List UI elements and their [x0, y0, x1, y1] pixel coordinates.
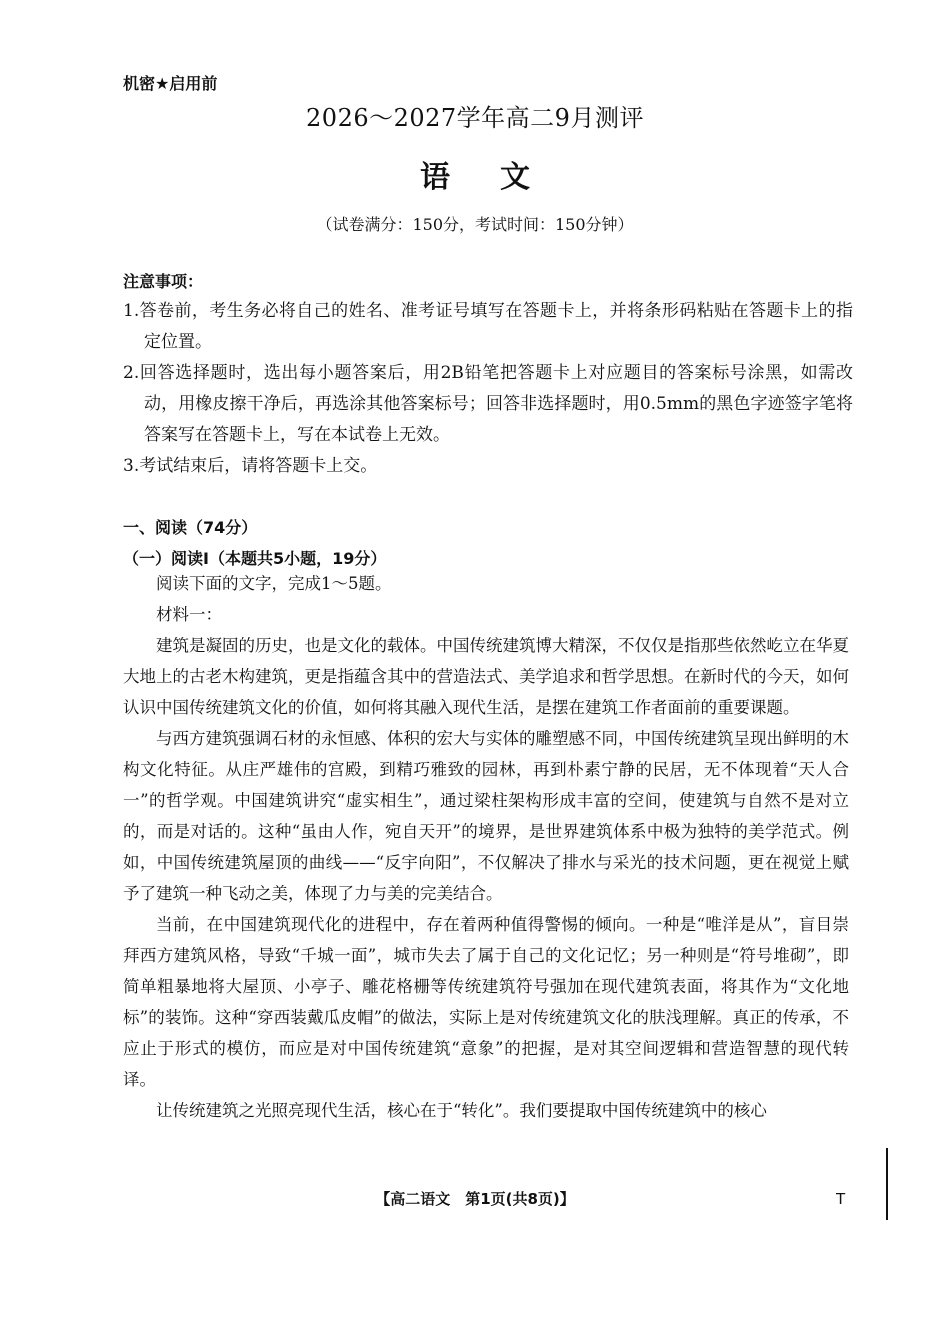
notice-item: 1.答卷前，考生务必将自己的姓名、准考证号填写在答题卡上，并将条形码粘贴在答题卡上的指定位置。: [123, 301, 853, 352]
confidential-mark: 机密★启用前: [123, 74, 218, 93]
subject-title: 语文: [420, 160, 580, 195]
paragraph: 建筑是凝固的历史，也是文化的载体。中国传统建筑博大精深，不仅仅是指那些依然屹立在华夏大地上的古老木构建筑，更是指蕴含其中的营造法式、美学追求和哲学思想。在新时代的今天，如何认识中国传统建筑文化的价值，如何将其融入现代生活，是摆在建筑工作者面前的重要课题。: [123, 636, 849, 717]
section-subtitle: （一）阅读Ⅰ（本题共5小题，19分）: [123, 549, 387, 568]
notice-item: 2.回答选择题时，选出每小题答案后，用2B铅笔把答题卡上对应题目的答案标号涂黑，如需改动，用橡皮擦干净后，再选涂其他答案标号；回答非选择题时，用0.5mm的黑色字迹签字笔将答案写在答题卡上，写在本试卷上无效。: [123, 363, 853, 445]
reading-body: [123, 568, 849, 1126]
notice-title: 注意事项：: [123, 272, 204, 291]
exam-info: （试卷满分：150分，考试时间：150分钟）: [316, 215, 634, 234]
exam-title: 2026～2027学年高二9月测评: [306, 104, 644, 132]
paragraph: 让传统建筑之光照亮现代生活，核心在于“转化”。我们要提取中国传统建筑中的核心: [156, 1101, 767, 1120]
section-title: 一、阅读（74分）: [123, 518, 258, 537]
notice-item: 3.考试结束后，请将答题卡上交。: [123, 456, 378, 476]
instruction: 阅读下面的文字，完成1～5题。: [156, 574, 392, 593]
paragraph: 与西方建筑强调石材的永恒感、体积的宏大与实体的雕塑感不同，中国传统建筑呈现出鲜明的木构文化特征。从庄严雄伟的宫殿，到精巧雅致的园林，再到朴素宁静的民居，无不体现着“天人合一”的哲学观。中国建筑讲究“虚实相生”，通过梁柱架构形成丰富的空间，使建筑与自然不是对立的，而是对话的。这种“虽由人作，宛自天开”的境界，是世界建筑体系中极为独特的美学范式。例如，中国传统建筑屋顶的曲线——“反宇向阳”，不仅解决了排水与采光的技术问题，更在视觉上赋予了建筑一种飞动之美，体现了力与美的完美结合。: [123, 729, 849, 903]
paragraph: 当前，在中国建筑现代化的进程中，存在着两种值得警惕的倾向。一种是“唯洋是从”，盲目崇拜西方建筑风格，导致“千城一面”，城市失去了属于自己的文化记忆；另一种则是“符号堆砌”，即简单粗暴地将大屋顶、小亭子、雕花格栅等传统建筑符号强加在现代建筑表面，将其作为“文化地标”的装饰。这种“穿西装戴瓜皮帽”的做法，实际上是对传统建筑文化的肤浅理解。真正的传承，不应止于形式的模仿，而应是对中国传统建筑“意象”的把握，是对其空间逻辑和营造智慧的现代转译。: [123, 915, 849, 1089]
page-code: T: [836, 1190, 846, 1208]
material-label: 材料一：: [156, 605, 222, 624]
notice-list: [123, 296, 853, 482]
page-footer: 【高二语文 第1页(共8页)】: [375, 1190, 575, 1208]
margin-line: [886, 1148, 888, 1220]
